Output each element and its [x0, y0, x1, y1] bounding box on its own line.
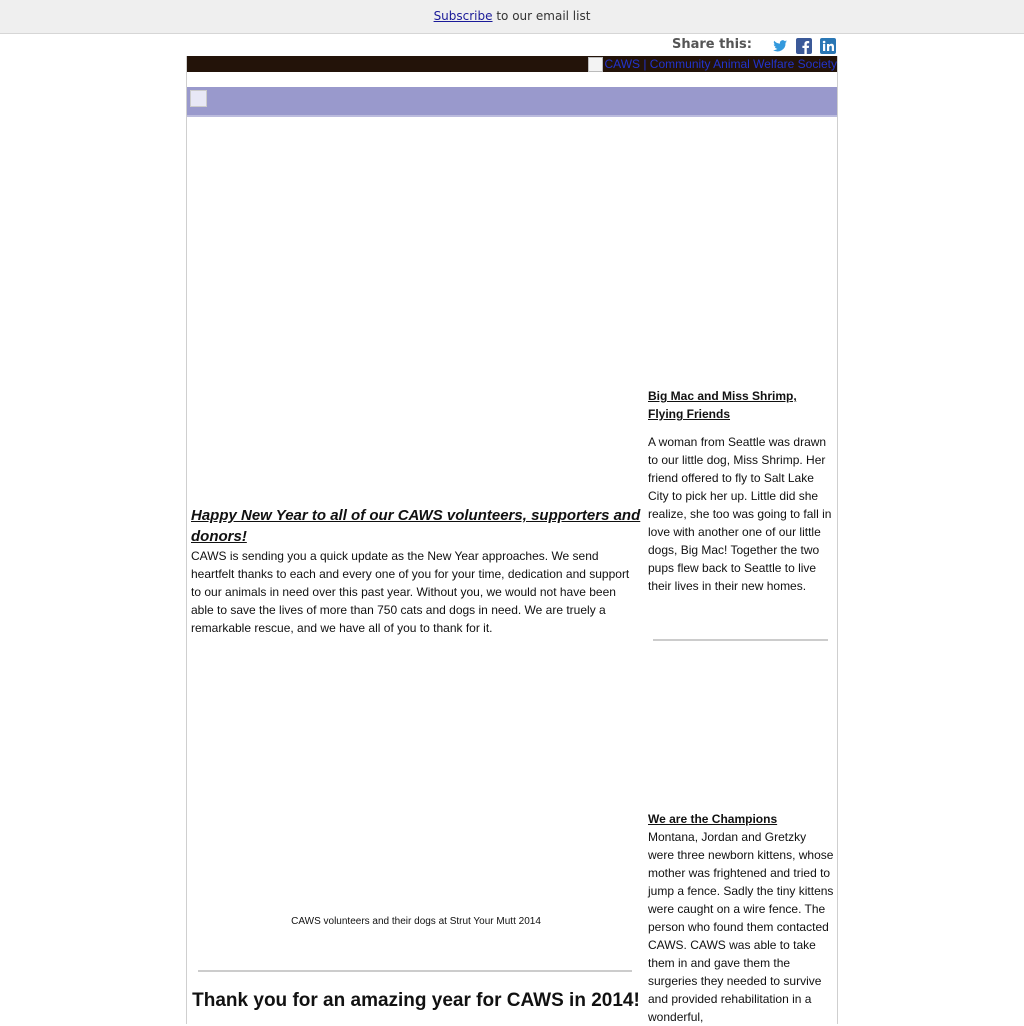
divider — [653, 639, 828, 641]
photo-caption: CAWS volunteers and their dogs at Strut Your Mutt 2014 — [291, 916, 541, 927]
story-title-champions: We are the Champions — [648, 812, 778, 826]
share-label: Share this: — [671, 36, 752, 52]
banner — [187, 87, 837, 117]
subscribe-bar — [0, 0, 1024, 34]
header-bar — [187, 56, 837, 72]
share-bar — [672, 34, 836, 54]
divider — [198, 970, 632, 972]
main-heading: Happy New Year to all of our CAWS volunteers, supporters and donors! — [191, 507, 641, 545]
linkedin-icon[interactable] — [820, 38, 836, 54]
facebook-icon[interactable] — [796, 38, 812, 54]
story-body-big-mac: A woman from Seattle was drawn to our little dog, Miss Shrimp. Her friend offered to fly to Salt Lake City to pick her up. Little did she realize, she too was going to fall in love with another one of our little dogs, Big Mac! Together the two pups flew back to Seattle to live their lives in their new homes. — [648, 435, 832, 593]
logo-alt-text: CAWS | Community Animal Welfare Society — [604, 57, 837, 71]
thanks-heading: Thank you for an amazing year for CAWS in 2014! — [192, 990, 640, 1011]
story-title-big-mac: Big Mac and Miss Shrimp, Flying Friends — [648, 389, 797, 421]
story-body-champions: Montana, Jordan and Gretzky were three newborn kittens, whose mother was frightened and tried to jump a fence. Sadly the tiny kittens were caught on a wire fence. The person who found them contacted CAWS. CAWS was able to take them in and gave them the surgeries they needed to survive and provided rehabilitation in a wonderful, — [648, 830, 834, 1024]
subscribe-text: to our email list — [492, 9, 591, 23]
caws-logo-link[interactable] — [588, 56, 837, 72]
twitter-icon[interactable] — [772, 38, 788, 54]
main-body: CAWS is sending you a quick update as the New Year approaches. We send heartfelt thanks to each and every one of you for your time, dedication and support to our animals in need over this past year. Without you, we would not have been able to save the lives of more than 750 cats and dogs in need. We are truely a remarkable rescue, and we have all of you to thank for it. — [191, 549, 630, 635]
broken-image-icon — [588, 57, 603, 72]
broken-image-icon — [190, 90, 207, 107]
newsletter-frame — [186, 56, 838, 1024]
subscribe-link[interactable]: Subscribe — [433, 9, 493, 23]
